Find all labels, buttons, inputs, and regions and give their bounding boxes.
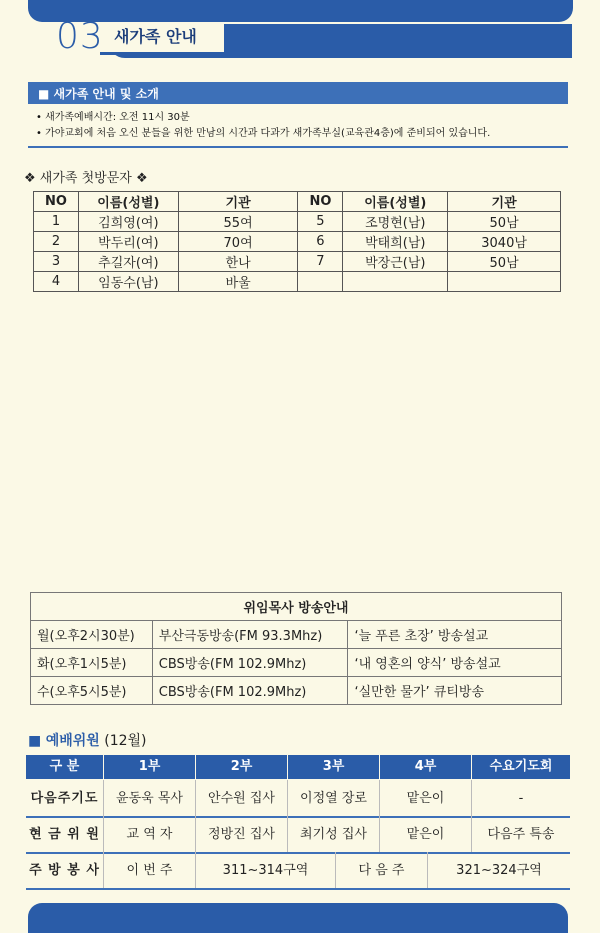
cell	[448, 272, 561, 292]
col-header: 이름(성별)	[343, 192, 448, 212]
intro-line: • 새가족예배시간: 오전 11시 30분	[36, 112, 190, 123]
cell: 추길자(여)	[78, 252, 178, 272]
table-header-row	[34, 192, 561, 212]
cell: 50남	[448, 212, 561, 232]
intro-line: • 가야교회에 처음 오신 분들을 위한 만남의 시간과 다과가 새가족부실(교육관4층)에 준비되어 있습니다.	[36, 128, 491, 139]
col-header: 기관	[448, 192, 561, 212]
cell: ‘실만한 물가’ 큐티방송	[348, 677, 562, 705]
square-bullet-icon: ■	[28, 733, 42, 749]
cell: 김희영(여)	[78, 212, 178, 232]
cell: 부산극동방송(FM 93.3Mhz)	[152, 621, 348, 649]
cell	[298, 272, 343, 292]
worship-row-next-prayer	[26, 780, 570, 818]
cell: 수(오후5시5분)	[31, 677, 153, 705]
col-header: 이름(성별)	[78, 192, 178, 212]
section-number: 03	[56, 16, 104, 57]
col-header: 3부	[288, 755, 380, 779]
cell: 3	[34, 252, 79, 272]
cell: 1	[34, 212, 79, 232]
cell: 맡은이	[380, 780, 472, 816]
col-header: NO	[34, 192, 79, 212]
broadcast-title: 위임목사 방송안내	[31, 593, 562, 621]
cell: 2	[34, 232, 79, 252]
cell: 교 역 자	[104, 816, 196, 852]
cell: 박두리(여)	[78, 232, 178, 252]
col-header: 구 분	[26, 755, 104, 779]
worship-committee-title	[28, 730, 147, 750]
cell: 7	[298, 252, 343, 272]
worship-header-row	[26, 755, 570, 779]
top-decor-strip	[28, 0, 573, 22]
visitors-title: ❖ 새가족 첫방문자 ❖	[24, 171, 148, 186]
cell: 윤동욱 목사	[104, 780, 196, 816]
worship-row-offering	[26, 816, 570, 854]
section-title: 새가족 안내	[114, 27, 197, 46]
cell: 정방진 집사	[196, 816, 288, 852]
title-underline	[100, 52, 300, 55]
worship-row-kitchen	[26, 852, 570, 890]
table-row	[31, 649, 562, 677]
col-header: 2부	[196, 755, 288, 779]
cell	[343, 272, 448, 292]
cell: 321~324구역	[456, 863, 542, 878]
cell: 월(오후2시30분)	[31, 621, 153, 649]
table-row	[31, 677, 562, 705]
table-row	[34, 212, 561, 232]
cell: 이 번 주	[104, 852, 196, 888]
cell: -	[518, 791, 524, 806]
cell: 55여	[178, 212, 298, 232]
table-row	[34, 252, 561, 272]
cell: 바울	[178, 272, 298, 292]
row-label: 주 방 봉 사	[26, 852, 104, 888]
col-header: NO	[298, 192, 343, 212]
cell: CBS방송(FM 102.9Mhz)	[152, 677, 348, 705]
cell: 조명현(남)	[343, 212, 448, 232]
row-label: 현 금 위 원	[26, 816, 104, 852]
intro-body	[28, 104, 568, 148]
cell: 맡은이	[380, 816, 472, 852]
intro-heading: ■ 새가족 안내 및 소개	[28, 82, 568, 104]
cell: 5	[298, 212, 343, 232]
table-row	[31, 621, 562, 649]
col-header: 기관	[178, 192, 298, 212]
broadcast-table	[30, 592, 562, 705]
cell: 70여	[178, 232, 298, 252]
col-header: 4부	[380, 755, 472, 779]
cell: 3040남	[448, 232, 561, 252]
table-row	[34, 272, 561, 292]
cell: 4	[34, 272, 79, 292]
row-label: 다음주기도	[26, 780, 104, 816]
cell: 50남	[448, 252, 561, 272]
cell: 이정열 장로	[288, 780, 380, 816]
worship-month: (12월)	[104, 733, 147, 749]
cell: 임동수(남)	[78, 272, 178, 292]
cell: 화(오후1시5분)	[31, 649, 153, 677]
cell: 안수원 집사	[196, 780, 288, 816]
col-header: 1부	[104, 755, 196, 779]
cell: 박장근(남)	[343, 252, 448, 272]
bottom-decor-bar	[28, 903, 568, 933]
cell: 최기성 집사	[288, 816, 380, 852]
col-header: 수요기도회	[489, 759, 553, 774]
cell: ‘내 영혼의 양식’ 방송설교	[348, 649, 562, 677]
cell: 한나	[178, 252, 298, 272]
worship-title: 예배위원	[45, 733, 100, 749]
cell: 311~314구역	[196, 852, 336, 888]
table-row	[34, 232, 561, 252]
cell: ‘늘 푸른 초장’ 방송설교	[348, 621, 562, 649]
cell: 다음주 특송	[487, 827, 555, 842]
cell: 다 음 주	[336, 852, 428, 888]
cell: 박태희(남)	[343, 232, 448, 252]
cell: 6	[298, 232, 343, 252]
cell: CBS방송(FM 102.9Mhz)	[152, 649, 348, 677]
visitors-table	[33, 191, 561, 292]
